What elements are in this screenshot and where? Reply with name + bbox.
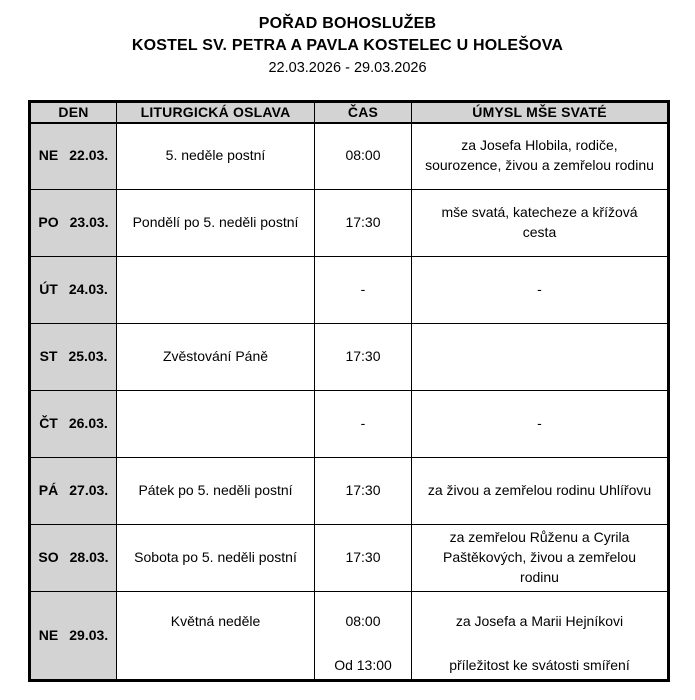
celebration-cell <box>117 592 315 681</box>
day-cell <box>30 257 117 324</box>
day-abbrev: PÁ <box>38 482 59 499</box>
table-row <box>30 123 669 190</box>
day-cell <box>30 525 117 592</box>
intention-cell: - <box>412 391 669 458</box>
time-cell: 17:30 <box>315 324 412 391</box>
table-row <box>30 592 669 681</box>
page-title: POŘAD BOHOSLUŽEB <box>258 15 437 32</box>
day-cell <box>30 592 117 681</box>
day-abbrev: NE <box>38 626 59 643</box>
celebration-cell: Sobota po 5. neděli postní <box>117 525 315 592</box>
table-row <box>30 257 669 324</box>
header-den: DEN <box>30 102 117 123</box>
day-abbrev: ST <box>39 348 58 365</box>
intention-second: příležitost ke svátosti smíření <box>449 656 630 673</box>
day-abbrev: ÚT <box>39 281 58 298</box>
schedule-table <box>28 100 670 682</box>
celebration-cell: Pondělí po 5. neděli postní <box>117 190 315 257</box>
table-row <box>30 391 669 458</box>
day-abbrev: SO <box>38 549 59 566</box>
intention-cell <box>412 324 669 391</box>
table-row <box>30 324 669 391</box>
day-date: 29.03. <box>69 626 109 643</box>
intention-cell: mše svatá, katecheze a křížová cesta <box>412 190 669 257</box>
intention-cell: za živou a zemřelou rodinu Uhlířovu <box>412 458 669 525</box>
celebration-text-secondary <box>117 652 314 679</box>
header-liturgicka-oslava: LITURGICKÁ OSLAVA <box>117 102 315 123</box>
intention-first: za Josefa a Marii Hejníkovi <box>455 613 624 630</box>
table-row <box>30 525 669 592</box>
celebration-cell: 5. neděle postní <box>117 123 315 190</box>
celebration-cell <box>117 391 315 458</box>
time-cell <box>315 592 412 681</box>
day-abbrev: PO <box>38 214 59 231</box>
table-row <box>30 190 669 257</box>
time-cell: 17:30 <box>315 458 412 525</box>
day-abbrev: ČT <box>39 415 58 432</box>
table-row <box>30 458 669 525</box>
celebration-cell: Pátek po 5. neděli postní <box>117 458 315 525</box>
celebration-cell <box>117 257 315 324</box>
intention-cell: za Josefa Hlobila, rodiče, sourozence, živou a zemřelou rodinu <box>412 123 669 190</box>
header-umysl: ÚMYSL MŠE SVATÉ <box>412 102 669 123</box>
intention-cell: - <box>412 257 669 324</box>
day-date: 22.03. <box>69 147 109 164</box>
day-date: 27.03. <box>69 482 109 499</box>
intention-cell <box>412 592 669 681</box>
date-range: 22.03.2026 - 29.03.2026 <box>268 60 427 76</box>
page-subtitle: KOSTEL SV. PETRA A PAVLA KOSTELEC U HOLEŠOVA <box>131 37 564 54</box>
day-date: 25.03. <box>68 348 108 365</box>
celebration-cell: Zvěstování Páně <box>117 324 315 391</box>
day-cell <box>30 391 117 458</box>
time-cell: 17:30 <box>315 525 412 592</box>
time-cell: 08:00 <box>315 123 412 190</box>
time-first: 08:00 <box>345 613 381 630</box>
intention-cell: za zemřelou Růženu a Cyrila Paštěkových, živou a zemřelou rodinu <box>412 525 669 592</box>
day-cell <box>30 324 117 391</box>
time-cell: 17:30 <box>315 190 412 257</box>
header-row <box>30 102 669 123</box>
time-cell: - <box>315 391 412 458</box>
day-cell <box>30 458 117 525</box>
header-cas: ČAS <box>315 102 412 123</box>
day-date: 28.03. <box>69 549 109 566</box>
day-date: 23.03. <box>69 214 109 231</box>
title-block <box>0 0 695 79</box>
day-cell <box>30 123 117 190</box>
day-date: 26.03. <box>68 415 108 432</box>
time-second: Od 13:00 <box>334 656 392 673</box>
day-abbrev: NE <box>38 147 59 164</box>
day-cell <box>30 190 117 257</box>
time-cell: - <box>315 257 412 324</box>
day-date: 24.03. <box>68 281 108 298</box>
celebration-text: Květná neděle <box>170 613 261 630</box>
